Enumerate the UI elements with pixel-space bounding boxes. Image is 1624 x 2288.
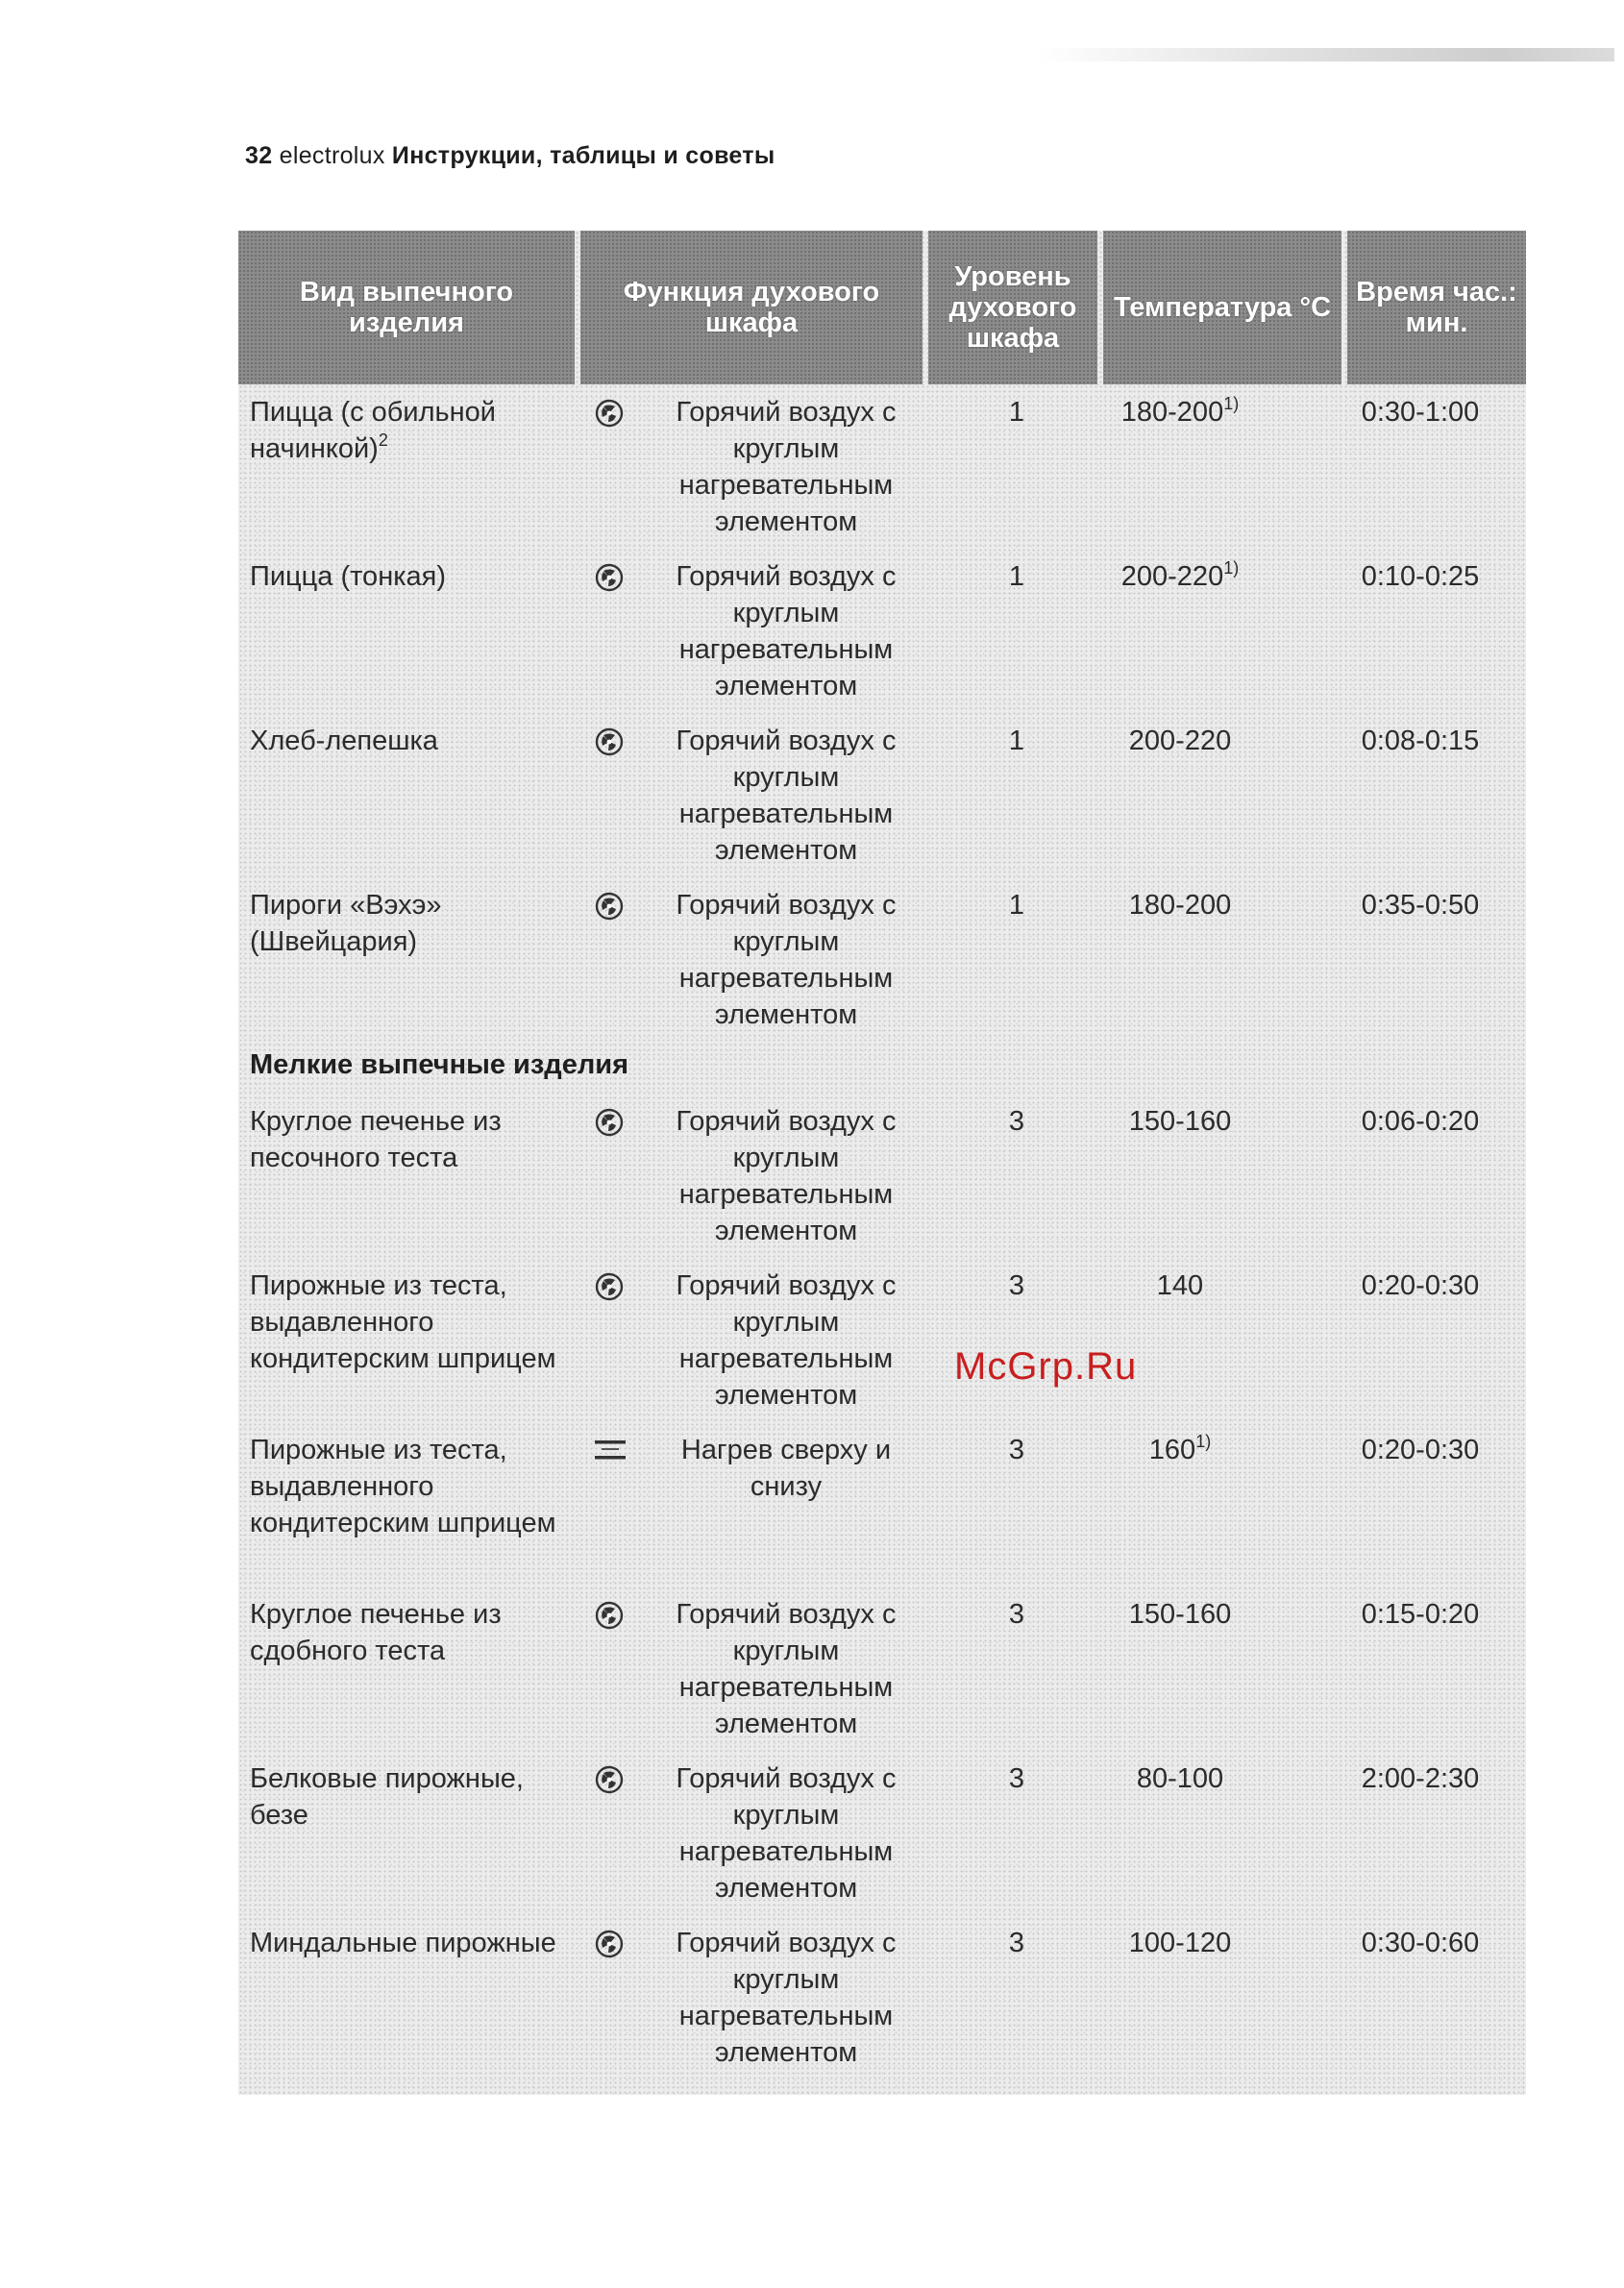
temperature-value: 160 xyxy=(1148,1435,1196,1465)
baking-time: 0:30-0:60 xyxy=(1361,1928,1480,1958)
fan-ring-icon xyxy=(594,1107,627,1140)
column-header-function: Функция духового шкафа xyxy=(580,231,923,384)
fan-ring-icon xyxy=(594,1764,627,1797)
temperature-value: 200-220 xyxy=(1120,561,1224,592)
item-name-text: Круглое печенье из песочного теста xyxy=(250,1106,502,1173)
temperature-value: 100-120 xyxy=(1128,1928,1232,1958)
section-heading-small-pastries: Мелкие выпечные изделия xyxy=(250,1049,629,1080)
column-header-time: Время час.: мин. xyxy=(1347,231,1526,384)
oven-function: Горячий воздух с круглым нагревательным элементом xyxy=(676,1599,897,1739)
item-name-text: Круглое печенье из сдобного теста xyxy=(250,1599,502,1666)
fan-ring-icon xyxy=(594,562,627,595)
oven-level: 1 xyxy=(1008,561,1025,592)
fan-ring-icon xyxy=(594,398,627,431)
item-name xyxy=(250,723,577,759)
column-header-level: Уровень духового шкафа xyxy=(928,231,1097,384)
oven-level: 3 xyxy=(1008,1435,1025,1465)
item-name xyxy=(250,1103,577,1176)
oven-level: 1 xyxy=(1008,726,1025,756)
oven-level: 3 xyxy=(1008,1928,1025,1958)
fan-ring-icon xyxy=(594,891,627,923)
item-footnote-mark: 2 xyxy=(378,431,388,450)
item-name xyxy=(250,1925,577,1961)
baking-time: 2:00-2:30 xyxy=(1361,1763,1480,1794)
item-name xyxy=(250,558,577,595)
fan-ring-icon xyxy=(594,1929,627,1961)
fan-ring-icon xyxy=(594,726,627,759)
temperature xyxy=(1103,558,1257,595)
oven-function: Горячий воздух с круглым нагревательным элементом xyxy=(676,1106,897,1246)
item-name-text: Миндальные пирожные xyxy=(250,1928,556,1958)
temperature-footnote-mark: 1) xyxy=(1195,1432,1212,1451)
oven-level: 1 xyxy=(1008,397,1025,428)
item-name xyxy=(250,1267,577,1377)
column-header-item: Вид выпечного изделия xyxy=(238,231,575,384)
oven-function: Горячий воздух с круглым нагревательным элементом xyxy=(676,397,897,537)
fan-ring-icon xyxy=(594,1271,627,1304)
baking-time: 0:06-0:20 xyxy=(1361,1106,1480,1137)
oven-level: 3 xyxy=(1008,1763,1025,1794)
item-name xyxy=(250,1596,577,1669)
watermark: McGrp.Ru xyxy=(954,1345,1138,1388)
item-name-text: Пицца (с обильной начинкой) xyxy=(250,397,496,464)
temperature xyxy=(1103,394,1257,431)
oven-function: Горячий воздух с круглым нагревательным элементом xyxy=(676,890,897,1030)
page-header xyxy=(245,142,775,170)
baking-table xyxy=(238,231,1526,2095)
baking-time: 0:20-0:30 xyxy=(1361,1435,1480,1465)
oven-function: Горячий воздух с круглым нагревательным элементом xyxy=(676,1928,897,2068)
scan-smudge xyxy=(1038,48,1614,62)
oven-function: Горячий воздух с круглым нагревательным элементом xyxy=(676,561,897,701)
item-name-text: Пирожные из теста, выдавленного кондитерским шприцем xyxy=(250,1270,556,1374)
temperature xyxy=(1103,1596,1257,1633)
item-name-text: Пирожные из теста, выдавленного кондитерским шприцем xyxy=(250,1435,556,1538)
oven-function: Горячий воздух с круглым нагревательным элементом xyxy=(676,1763,897,1904)
oven-function: Горячий воздух с круглым нагревательным элементом xyxy=(676,1270,897,1411)
temperature-value: 150-160 xyxy=(1128,1599,1232,1630)
baking-time: 0:08-0:15 xyxy=(1361,726,1480,756)
item-name-text: Хлеб-лепешка xyxy=(250,726,438,756)
fan-ring-icon xyxy=(594,1600,627,1633)
baking-time: 0:30-1:00 xyxy=(1361,397,1480,428)
item-name xyxy=(250,1432,577,1541)
oven-level: 1 xyxy=(1008,890,1025,921)
oven-level: 3 xyxy=(1008,1599,1025,1630)
temperature xyxy=(1103,1103,1257,1140)
baking-time: 0:15-0:20 xyxy=(1361,1599,1480,1630)
temperature xyxy=(1103,1432,1257,1468)
item-name-text: Пицца (тонкая) xyxy=(250,561,447,592)
temperature-footnote-mark: 1) xyxy=(1223,394,1240,413)
oven-level: 3 xyxy=(1008,1106,1025,1137)
oven-function: Горячий воздух с круглым нагревательным элементом xyxy=(676,726,897,866)
page-number: 32 xyxy=(245,142,273,169)
temperature xyxy=(1103,1760,1257,1797)
item-name-text: Белковые пирожные, безе xyxy=(250,1763,524,1831)
item-name xyxy=(250,887,577,960)
baking-time: 0:35-0:50 xyxy=(1361,890,1480,921)
temperature-value: 140 xyxy=(1156,1270,1204,1301)
brand-name: electrolux xyxy=(279,142,385,169)
temperature xyxy=(1103,723,1257,759)
temperature xyxy=(1103,1267,1257,1304)
item-name-text: Пироги «Вэхэ» (Швейцария) xyxy=(250,890,442,957)
temperature-value: 180-200 xyxy=(1128,890,1232,921)
item-name xyxy=(250,1760,577,1833)
temperature-value: 80-100 xyxy=(1136,1763,1224,1794)
baking-time: 0:20-0:30 xyxy=(1361,1270,1480,1301)
temperature-value: 200-220 xyxy=(1128,726,1232,756)
oven-function: Нагрев сверху и снизу xyxy=(680,1435,892,1502)
section-title-header: Инструкции, таблицы и советы xyxy=(391,142,775,169)
temperature xyxy=(1103,1925,1257,1961)
column-header-temperature: Температура °C xyxy=(1103,231,1341,384)
temperature-value: 180-200 xyxy=(1120,397,1224,428)
oven-level: 3 xyxy=(1008,1270,1025,1301)
temperature-value: 150-160 xyxy=(1128,1106,1232,1137)
item-name xyxy=(250,394,577,467)
baking-time: 0:10-0:25 xyxy=(1361,561,1480,592)
temperature-footnote-mark: 1) xyxy=(1223,558,1240,578)
temperature xyxy=(1103,887,1257,923)
top-bottom-heat-icon xyxy=(594,1436,627,1468)
